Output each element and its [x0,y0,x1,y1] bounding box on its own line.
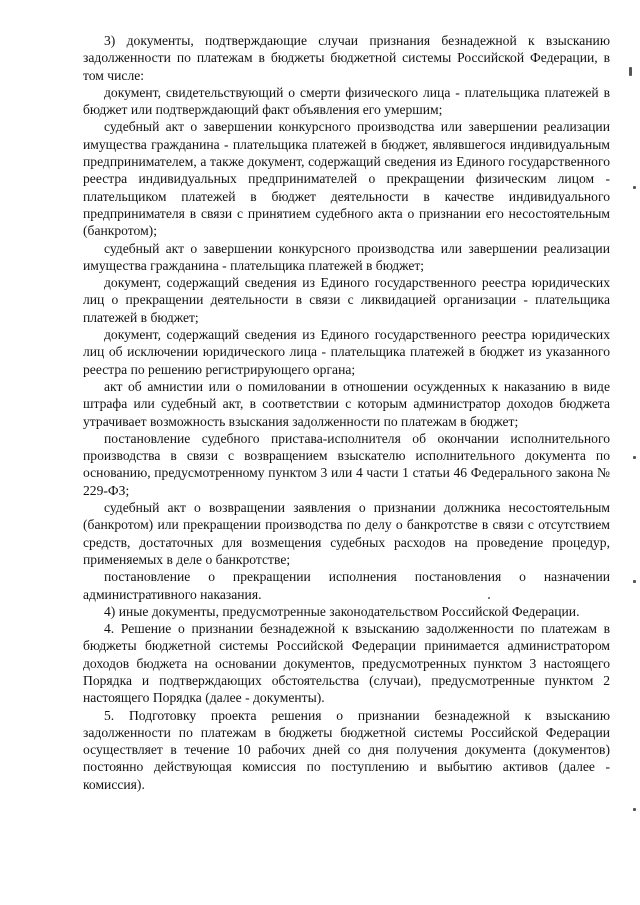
paragraph-item-4-other-documents: 4) иные документы, предусмотренные законодательством Российской Федерации. [104,603,580,619]
paragraph-legal-entity-liquidation: документ, содержащий сведения из Единого государственного реестра юридических лиц о прекращении деятельности в связи с ликвидацией организации - плательщика платежей в бюджет; [83,275,610,325]
paragraph-legal-entity-exclusion: документ, содержащий сведения из Единого государственного реестра юридических лиц об исключении юридического лица - плательщика платежей в бюджет из указанного реестра по решению регистрирующего органа; [83,327,610,377]
paragraph-amnesty-act: акт об амнистии или о помиловании в отношении осужденных к наказанию в виде штрафа или судебный акт, в соответствии с которым администратор доходов бюджета утрачивает возможность взыскания задолженности по платежам в бюджет; [83,378,610,429]
paragraph-bailiff-resolution: постановление судебного пристава-исполнителя об окончании исполнительного производства в связи с возвращением взыскателю исполнительного документа по основанию, предусмотренному пунктом 3 или 4 части 1 статьи 46 Федерального закона № 229-ФЗ; [83,430,610,498]
scan-mark [633,580,636,583]
scan-mark [629,67,632,76]
scan-mark [488,597,490,599]
paragraph-court-act-entrepreneur: судебный акт о завершении конкурсного производства или завершении реализации имущества гражданина - плательщика платежей в бюджет, являвшегося индивидуальным предпринимателем, а также документ, содержащий сведения из Единого государственного реестра индивидуальных предпринимателей о прекращении физическим лицом - плательщиком платежей в бюджет деятельности в качестве индивидуального предпринимателя в связи с принятием судебного акта о признании его несостоятельным (банкротом); [83,119,610,239]
document-body [83,32,610,793]
paragraph-death-certificate: документ, свидетельствующий о смерти физического лица - плательщика платежей в бюджет или подтверждающий факт объявления его умершим; [83,84,610,118]
paragraph-section-4-decision: 4. Решение о признании безнадежной к взысканию задолженности по платежам в бюджеты бюджетной системы Российской Федерации принимается администратором доходов бюджета на основании документов, предусмотренных пунктом 3 настоящего Порядка и подтверждающих обстоятельства (случаи), предусмотренные пунктом 2 настоящего Порядка (далее - документы). [83,621,610,706]
scan-mark [633,456,636,459]
paragraph-court-act-citizen: судебный акт о завершении конкурсного производства или завершении реализации имущества гражданина - плательщика платежей в бюджет; [83,240,610,273]
paragraph-section-5-preparation: 5. Подготовку проекта решения о признании безнадежной к взысканию задолженности по платежам в бюджеты бюджетной системы Российской Федерации осуществляет в течение 10 рабочих дней со дня получения документа (документов) постоянно действующая комиссия по поступлению и выбытию активов (далее - комиссия). [83,707,610,792]
paragraph-termination-resolution: постановление о прекращении исполнения постановления о назначении административного наказания. [83,569,610,602]
paragraph-bankruptcy-court-act: судебный акт о возвращении заявления о признании должника несостоятельным (банкротом) или прекращении производства по делу о банкротстве в связи с отсутствием средств, достаточных для возмещения судебных расходов на проведение процедур, применяемых в деле о банкротстве; [83,500,610,567]
scan-mark [633,186,636,189]
scan-mark [633,808,636,811]
paragraph-item-3: 3) документы, подтверждающие случаи признания безнадежной к взысканию задолженности по платежам в бюджеты бюджетной системы Российской Федерации, в том числе: [83,33,610,83]
